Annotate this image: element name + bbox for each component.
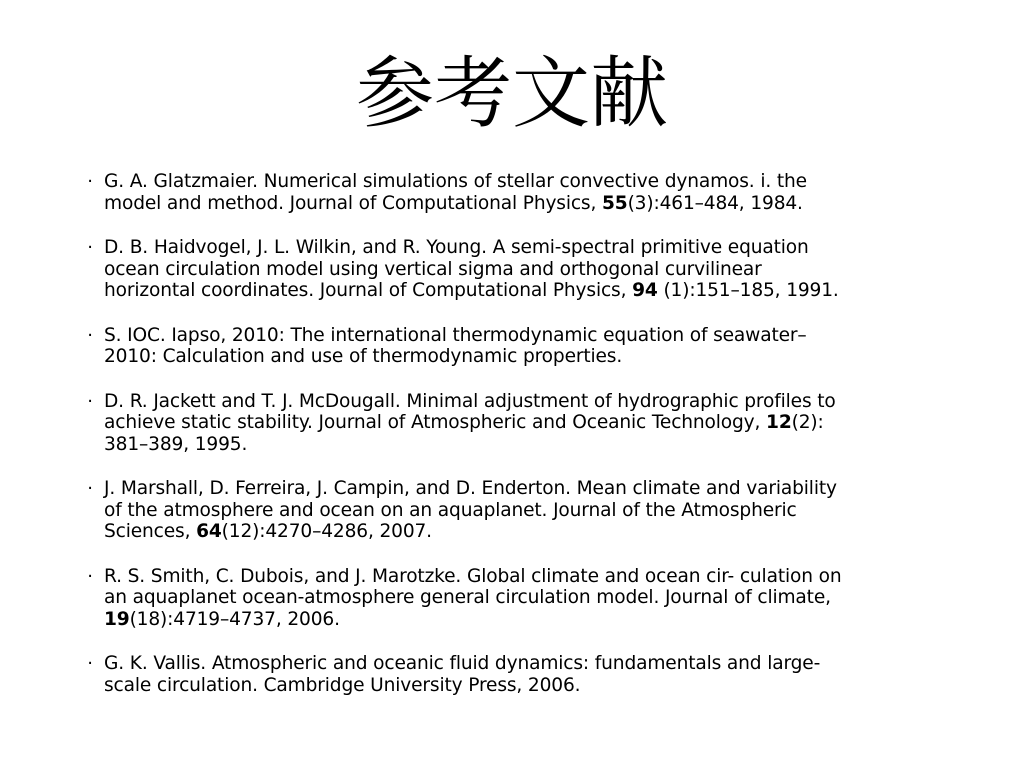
reference-item [84, 566, 964, 631]
reference-item [84, 171, 964, 214]
reference-item [84, 478, 964, 543]
reference-text: J. Marshall, D. Ferreira, J. Campin, and D. Enderton. Mean climate and variability [104, 478, 837, 499]
volume-number: 19 [104, 608, 130, 630]
reference-text: G. K. Vallis. Atmospheric and oceanic fluid dynamics: fundamentals and large- [104, 653, 821, 674]
volume-number: 12 [766, 412, 792, 433]
reference-line [104, 325, 964, 347]
reference-text: R. S. Smith, C. Dubois, and J. Marotzke. Global climate and ocean cir- culation on [104, 565, 842, 587]
reference-line [104, 521, 964, 543]
reference-text: (2): [791, 412, 824, 433]
reference-text: horizontal coordinates. Journal of Computational Physics, [104, 280, 633, 301]
reference-line [104, 237, 964, 259]
reference-line [104, 280, 964, 302]
reference-line [104, 259, 964, 281]
reference-line [104, 193, 964, 215]
reference-text: ocean circulation model using vertical sigma and orthogonal curvilinear [104, 258, 762, 280]
reference-text: (3):461–484, 1984. [627, 192, 803, 214]
bullet-icon: · [87, 390, 93, 412]
reference-text: an aquaplanet ocean-atmosphere general circulation model. Journal of climate, [104, 587, 831, 608]
volume-number: 55 [602, 192, 628, 214]
reference-text: D. B. Haidvogel, J. L. Wilkin, and R. Young. A semi-spectral primitive equation [104, 237, 809, 258]
reference-text: 381–389, 1995. [104, 433, 248, 455]
bullet-icon: · [87, 565, 93, 587]
reference-line [104, 609, 964, 631]
reference-item [84, 653, 964, 696]
reference-line [104, 566, 964, 588]
reference-text: (1):151–185, 1991. [657, 280, 839, 301]
reference-text: model and method. Journal of Computational Physics, [104, 192, 602, 214]
bullet-icon: · [87, 324, 93, 346]
reference-text: achieve static stability. Journal of Atmospheric and Oceanic Technology, [104, 412, 767, 433]
slide-title: 参考文献 [355, 49, 668, 139]
bullet-icon: · [87, 478, 93, 499]
reference-text: 2010: Calculation and use of thermodynamic properties. [104, 346, 623, 367]
reference-text: (12):4270–4286, 2007. [221, 521, 432, 542]
reference-line [104, 500, 964, 522]
reference-line [104, 171, 964, 193]
reference-text: S. IOC. Iapso, 2010: The international thermodynamic equation of seawater– [104, 324, 807, 346]
reference-item [84, 237, 964, 302]
volume-number: 94 [632, 280, 658, 301]
volume-number: 64 [196, 521, 222, 542]
reference-text: (18):4719–4737, 2006. [129, 608, 340, 630]
reference-line [104, 587, 964, 609]
bullet-icon: · [87, 171, 93, 192]
bullet-icon: · [87, 653, 93, 674]
reference-list [84, 171, 964, 719]
reference-text: scale circulation. Cambridge University Press, 2006. [104, 674, 581, 696]
reference-item [84, 325, 964, 368]
reference-line [104, 478, 964, 500]
reference-line [104, 346, 964, 368]
bullet-icon: · [87, 237, 93, 258]
reference-text: of the atmosphere and ocean on an aquaplanet. Journal of the Atmospheric [104, 499, 797, 521]
reference-line [104, 675, 964, 697]
reference-text: G. A. Glatzmaier. Numerical simulations of stellar convective dynamos. i. the [104, 171, 807, 192]
reference-line [104, 391, 964, 413]
reference-line [104, 653, 964, 675]
reference-item [84, 391, 964, 456]
reference-line [104, 434, 964, 456]
reference-line [104, 412, 964, 434]
reference-text: Sciences, [104, 521, 197, 542]
reference-text: D. R. Jackett and T. J. McDougall. Minimal adjustment of hydrographic profiles to [104, 390, 836, 412]
